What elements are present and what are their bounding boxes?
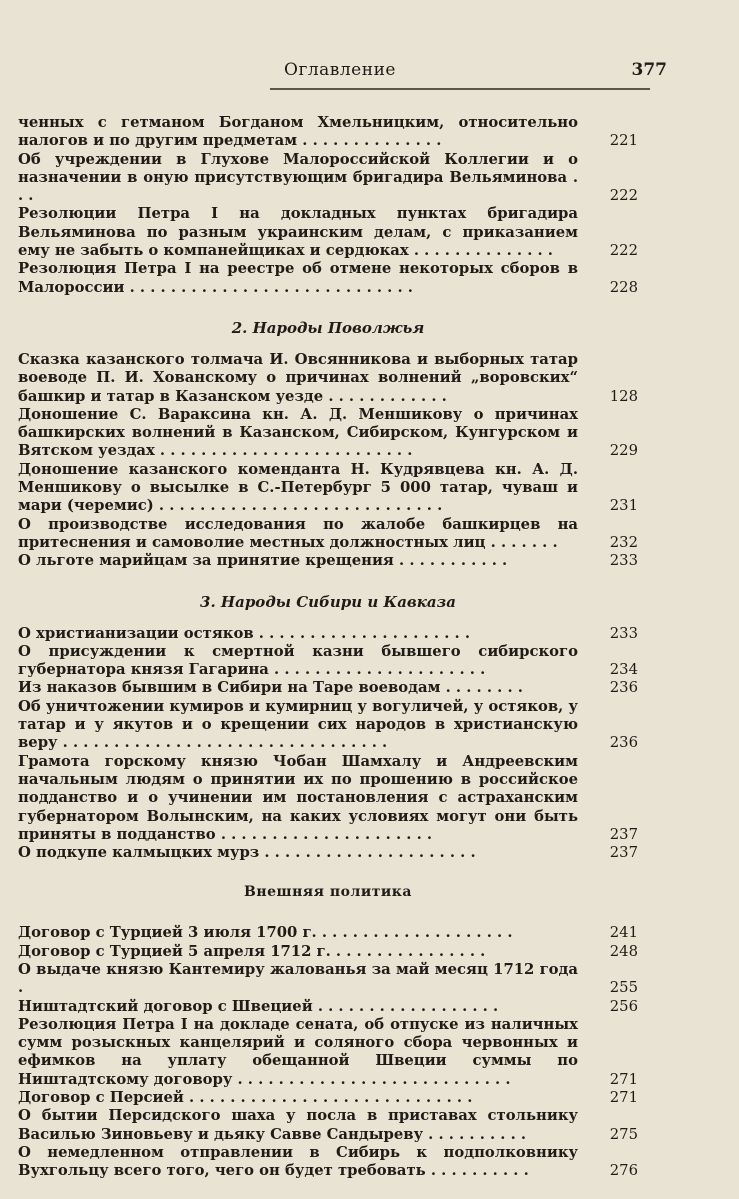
toc-section	[18, 319, 638, 571]
toc-entry	[18, 351, 638, 406]
entry-text: Договор с Турцией 5 апреля 1712 г. . . . . . . . . . . . . . . .	[18, 942, 486, 960]
entry-text: Доношение казанского коменданта Н. Кудрявцева кн. А. Д. Меншикову о высылке в С.-Петербург 5 000 татар, чуваш и мари (черемис) . . . . . . . . . . . . . . . . . . . . . . . . . . . .	[18, 460, 578, 515]
entry-text: Резолюции Петра I на докладных пунктах бригадира Вельяминова по разным украинским делам, с приказанием ему не забыть о компанейщиках и сердюках . . . . . . . . . . . . . .	[18, 205, 578, 260]
entry-page: 241	[609, 924, 638, 942]
section-title: Внешняя политика	[244, 884, 412, 901]
entry-text: Резолюция Петра I на реестре об отмене некоторых сборов в Малороссии . . . . . . . . . . . . . . . . . . . . . . . . . . . .	[18, 260, 578, 296]
toc-entry	[18, 753, 638, 844]
entry-page: 248	[609, 942, 638, 960]
page-number: 377	[631, 60, 667, 80]
entry-text: О льготе марийцам за принятие крещения . . . . . . . . . . .	[18, 552, 508, 570]
entry-text: Об уничтожении кумиров и кумирниц у вогуличей, у остяков, у татар и у якутов и о крещении сих народов в христианскую веру . . . . . . . . . . . . . . . . . . . . . . . . . . . . . . . .	[18, 697, 578, 752]
toc-entry	[18, 151, 638, 206]
entry-page: 237	[609, 825, 638, 843]
entry-text: Из наказов бывшим в Сибири на Таре воеводам . . . . . . . .	[18, 679, 523, 697]
entry-page: 256	[609, 997, 638, 1015]
entry-text: О подкупе калмыцких мурз . . . . . . . . . . . . . . . . . . . . .	[18, 844, 476, 862]
toc-entry	[18, 1107, 638, 1144]
toc-entry	[18, 1144, 638, 1181]
entry-text: ченных с гетманом Богданом Хмельницким, относительно налогов и по другим предметам . . . . . . . . . . . . . .	[18, 114, 578, 150]
entry-text: Договор с Турцией 3 июля 1700 г. . . . . . . . . . . . . . . . . . . .	[18, 924, 513, 942]
toc-entry	[18, 1016, 638, 1089]
entry-text: О бытии Персидского шаха у посла в приставах стольнику Василью Зиновьеву и дьяку Савве Сандыреву . . . . . . . . . .	[18, 1107, 578, 1143]
toc-entry	[18, 943, 638, 961]
entry-text: О немедленном отправлении в Сибирь к подполковнику Вухгольцу всего того, чего он будет требовать . . . . . . . . . .	[18, 1143, 578, 1180]
entry-text: Доношение С. Вараксина кн. А. Д. Меншикову о причинах башкирских волнений в Казанском, Сибирском, Кунгурском и Вятском уездах . . . . . . . . . . . . . . . . . . . . . . . . .	[18, 405, 578, 460]
page-header	[0, 60, 739, 90]
entry-page: 233	[609, 552, 638, 570]
entry-text: Сказка казанского толмача И. Овсянникова и выборных татар воеводе П. И. Хованскому о причинах волнений „воровских“ башкир и татар в Казанском уезде . . . . . . . . . . . .	[18, 350, 578, 405]
entry-page: 229	[609, 442, 638, 460]
toc-entry	[18, 461, 638, 516]
toc-entry	[18, 114, 638, 151]
header-rule	[270, 88, 650, 90]
section-title: 3. Народы Сибири и Кавказа	[200, 592, 456, 611]
entry-page: 275	[609, 1125, 638, 1143]
entry-page: 271	[609, 1070, 638, 1088]
entry-page: 271	[609, 1089, 638, 1107]
entry-page: 237	[609, 844, 638, 862]
toc-entry	[18, 679, 638, 697]
entry-text: Резолюция Петра I на докладе сената, об отпуске из наличных сумм розыскных канцелярий и соляного сбора червонных и ефимков на уплату обещанной Швеции суммы по Ништадтскому договору . . . . . . . . . . . . . . . . . . . . . . . . . . .	[18, 1015, 578, 1088]
toc-entry	[18, 998, 638, 1016]
entry-page: 128	[609, 387, 638, 405]
entry-page: 236	[609, 679, 638, 697]
toc-section	[18, 884, 638, 1180]
entry-page: 255	[609, 979, 638, 997]
section-gap	[18, 914, 638, 924]
toc-entry	[18, 924, 638, 942]
entry-page: 232	[609, 533, 638, 551]
entry-page: 234	[609, 661, 638, 679]
entry-page: 221	[609, 132, 638, 150]
entry-text: О производстве исследования по жалобе башкирцев на притеснения и самоволие местных должностных лиц . . . . . . .	[18, 515, 578, 551]
toc-section	[18, 114, 638, 297]
entry-text: О христианизации остяков . . . . . . . . . . . . . . . . . . . . .	[18, 624, 470, 642]
entry-text: О присуждении к смертной казни бывшего сибирского губернатора князя Гагарина . . . . . . . . . . . . . . . . . . . . .	[18, 642, 578, 679]
toc-entry	[18, 260, 638, 297]
toc-entry	[18, 1089, 638, 1107]
table-of-contents	[18, 114, 638, 1181]
entry-page: 228	[609, 278, 638, 296]
toc-entry	[18, 205, 638, 260]
toc-entry	[18, 844, 638, 862]
entry-text: Ништадтский договор с Швецией . . . . . . . . . . . . . . . . . .	[18, 997, 499, 1015]
entry-page: 276	[609, 1162, 638, 1180]
toc-entry	[18, 961, 638, 998]
toc-entry	[18, 552, 638, 570]
entry-text: О выдаче князю Кантемиру жалованья за май месяц 1712 года .	[18, 960, 578, 997]
entry-page: 231	[609, 497, 638, 515]
entry-page: 222	[609, 242, 638, 260]
section-title: 2. Народы Поволжья	[231, 318, 425, 337]
entry-text: Договор с Персией . . . . . . . . . . . . . . . . . . . . . . . . . . . .	[18, 1089, 473, 1107]
entry-text: Об учреждении в Глухове Малороссийской Коллегии и о назначении в оную присутствующим бригадира Вельяминова . . .	[18, 150, 578, 205]
toc-entry	[18, 643, 638, 680]
entry-page: 236	[609, 734, 638, 752]
toc-entry	[18, 698, 638, 753]
toc-entry	[18, 406, 638, 461]
toc-section	[18, 593, 638, 863]
entry-text: Грамота горскому князю Чобан Шамхалу и Андреевским начальным людям о принятии их по прошению в российское подданство и о учинении им постановления с астраханским губернатором Волынским, на каких условиях могут они быть приняты в подданство . . . . . . . . . . . . . . . . . . . . .	[18, 752, 578, 843]
toc-entry	[18, 625, 638, 643]
entry-page: 222	[609, 187, 638, 205]
toc-entry	[18, 516, 638, 553]
page-title: Оглавление	[284, 60, 396, 80]
entry-page: 233	[609, 624, 638, 642]
